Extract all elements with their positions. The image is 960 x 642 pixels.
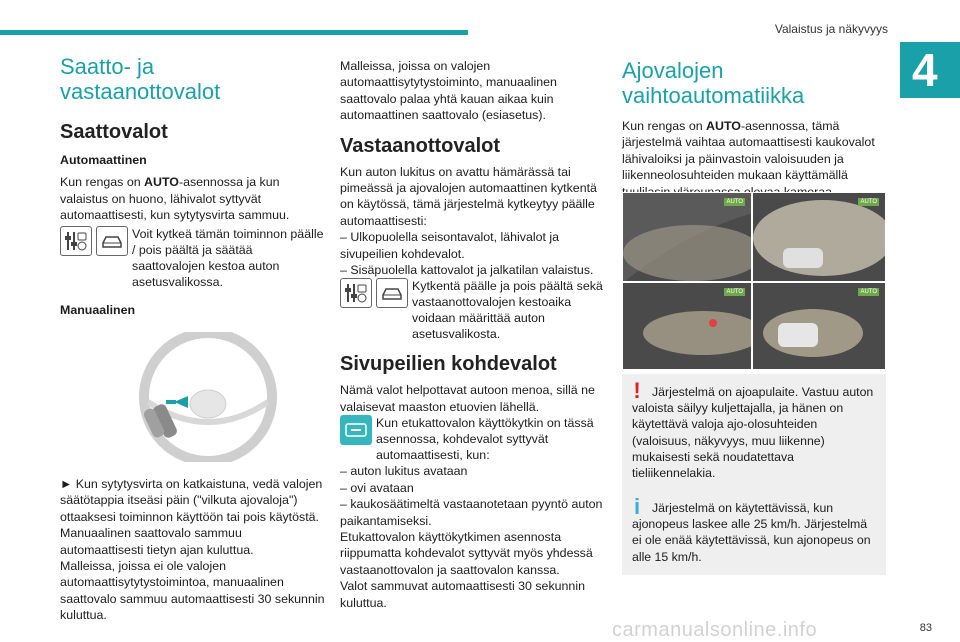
photo-high-beam-empty-road [622, 192, 752, 282]
paragraph-v3: – Sisäpuolella kattovalot ja jalkatilan valaistus. [340, 263, 594, 278]
column-3 [622, 54, 887, 200]
car-icon [376, 278, 408, 308]
heading-sivupeilien: Sivupeilien kohdevalot [340, 353, 557, 376]
column-2 [340, 54, 605, 611]
paragraph-v2: – Ulkopuolella seisontavalot, lähivalot ja sivupeilien kohdevalot. [340, 230, 560, 261]
section-header: Valaistus ja näkyvyys [774, 22, 888, 36]
warning-text: Järjestelmä on ajoapulaite. Vastuu auton valoista säilyy kuljettajalla, ja hänen on käytettävä valoja ajo-olosuhteiden (valoisuus, näkyvyys, muu liikenne) mukaisesti sekä noudatettava tieliikennelakia. [632, 385, 874, 481]
info-text: Järjestelmä on käytettävissä, kun ajonopeus laskee alle 25 km/h. Järjestelmä ei ole enää käytettävissä, kun ajonopeus on alle 15 km/h. [632, 501, 871, 564]
paragraph-ajovalot: Kun rengas on AUTO-asennossa, tämä järjestelmä vaihtaa automaattisesti kaukovalot lähivaloiksi ja päinvastoin valoisuuden ja liikenneolosuhteiden mukaan käyttämällä [622, 119, 875, 183]
paragraph-manual-3: Malleissa, joissa ei ole valojen automaattisytytystoimintoa, manuaalinen saattovalo sammuu automaattisesti 30 sekunnin kuluttua. [60, 559, 325, 623]
paragraph-manual-1: ► Kun sytytysvirta on katkaistuna, vedä valojen säätötappia itseäsi päin ("vilkuta ajovaloja") ottaaksesi toiminnon käyttöön tai pois käytöstä. [60, 477, 323, 524]
section-title-saatto: Saatto- ja vastaanottovalot [60, 54, 221, 104]
heading-saattovalot: Saattovalot [60, 121, 168, 143]
photo-low-beam-car [752, 282, 886, 370]
watermark: carmanualsonline.info [612, 619, 818, 641]
paragraph-s3: – ovi avataan [340, 480, 414, 495]
paragraph-s-icon: Kun etukattovalon käyttökytkin on tässä asennossa, kohdevalot syttyvät automaattisesti, kun: [376, 416, 594, 463]
paragraph-s5: Etukattovalon käyttökytkimen asennosta riippumatta kohdevalot syttyvät myös yhdessä vastaanottovalon ja saattovalon kanssa. [340, 529, 593, 577]
heading-manuaalinen: Manuaalinen [60, 302, 136, 317]
auto-beam-indicator: AUTO [860, 289, 877, 295]
column-1 [60, 54, 325, 624]
paragraph-settings: Voit kytkeä tämän toiminnon päälle / pois päältä ja säätää saattovalojen kestoa auton asetusvalikossa. [132, 226, 324, 289]
paragraph-s6: Valot sammuvat automaattisesti 30 sekunnin kuluttua. [340, 579, 585, 610]
header-accent-bar [0, 30, 468, 35]
settings-sliders-icon [340, 278, 372, 308]
page-number: 83 [919, 622, 932, 634]
settings-icon-row [60, 226, 325, 290]
info-icon: i [633, 494, 641, 519]
paragraph-v-settings: Kytkentä päälle ja pois päältä sekä vastaanottovalojen kestoaika voidaan määrittää auton asetusvalikosta. [412, 279, 603, 342]
paragraph-s2: – auton lukitus avataan [340, 464, 468, 479]
photo-low-beam-oncoming [622, 282, 752, 370]
paragraph-s1: Nämä valot helpottavat autoon menoa, sillä ne valaisevat maaston etuovien lähellä. [340, 383, 595, 414]
paragraph-manual-2: Manuaalinen saattovalo sammuu automaattisesti tietyn ajan kuluttua. [60, 526, 254, 557]
chapter-number-tab: 4 [900, 42, 960, 98]
car-icon [96, 226, 128, 256]
heading-automaattinen: Automaattinen [60, 153, 147, 167]
paragraph-v1: Kun auton lukitus on avattu hämärässä tai pimeässä ja ajovalojen automaattinen kytkentä on käytössä, tämä järjestelmä kytkeytyy päälle automaattisesti: [340, 164, 597, 228]
settings-icon-row-2 [340, 278, 605, 342]
paragraph-s4: – kaukosäätimeltä vastaanotetaan pyyntö auton paikantamiseksi. [340, 497, 603, 528]
steering-wheel-illustration [118, 332, 278, 462]
paragraph-auto: Kun rengas on AUTO-asennossa ja kun valaistus on huono, lähivalot syttyvät automaattisesti, kun sytytysvirta sammuu. [60, 175, 290, 223]
auto-beam-indicator: AUTO [726, 199, 743, 205]
paragraph-intro: Malleissa, joissa on valojen automaattisytytystoiminto, manuaalinen saattovalo palaa yhtä kauan aikaa kuin automaattinen saattovalo (esiasetus). [340, 59, 557, 123]
photo-high-beam-bright [752, 192, 886, 282]
courtesy-light-icon-row [340, 415, 605, 463]
section-title-ajovalot: Ajovalojen vaihtoautomatiikka [622, 58, 805, 108]
settings-sliders-icon [60, 226, 92, 256]
warning-icon: ! [633, 378, 641, 403]
auto-beam-indicator: AUTO [860, 199, 877, 205]
warning-note [622, 374, 886, 491]
auto-beam-indicator: AUTO [726, 289, 743, 295]
heading-vastaanottovalot: Vastaanottovalot [340, 134, 501, 157]
info-note [622, 490, 886, 575]
courtesy-light-switch-icon [340, 415, 372, 445]
